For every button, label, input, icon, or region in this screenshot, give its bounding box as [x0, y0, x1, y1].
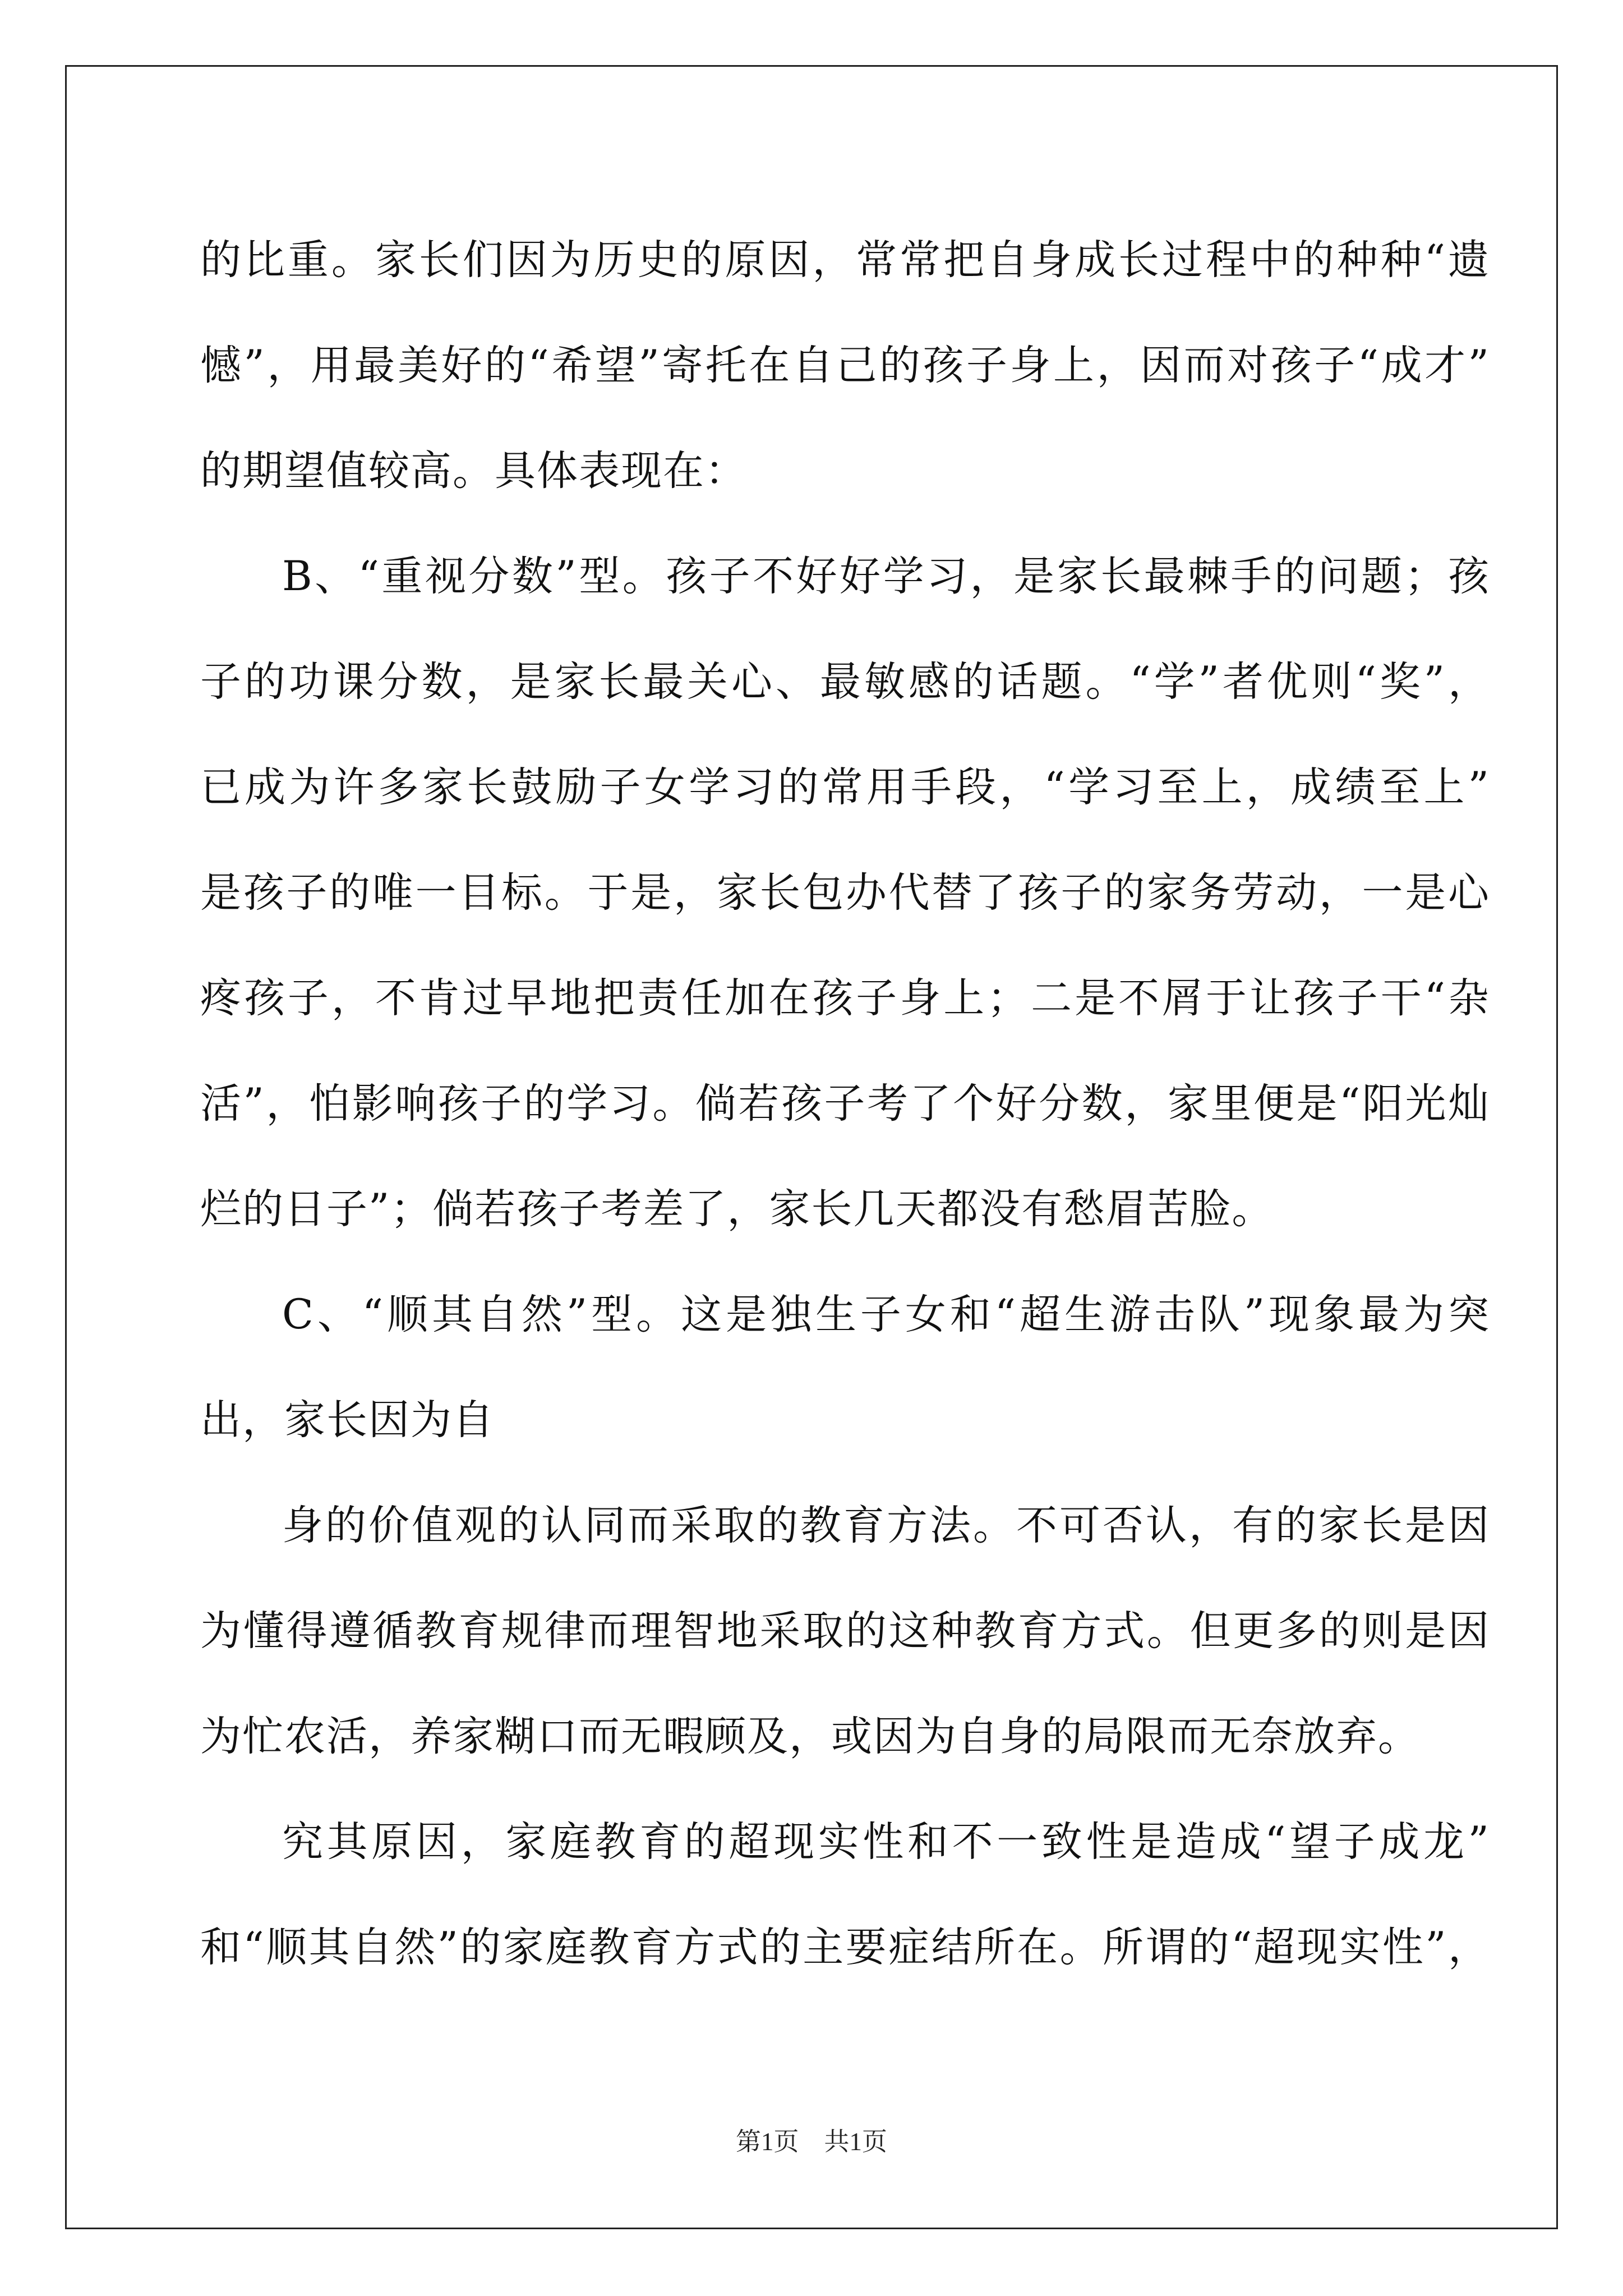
paragraph-b-start: B、“重视分数”型。孩子不好好学习，是家长最棘手的问题；孩 [282, 553, 1490, 600]
text-line: 已成为许多家长鼓励子女学习的常用手段，“学习至上，成绩至上” [200, 763, 1490, 811]
page-number: 第1页 共1页 [735, 2128, 887, 2156]
text-line: 活”，怕影响孩子的学习。倘若孩子考了个好分数，家里便是“阳光灿 [200, 1080, 1490, 1128]
text-line: 子的功课分数，是家长最关心、最敏感的话题。“学”者优则“奖”， [200, 658, 1490, 706]
text-line: 和“顺其自然”的家庭教育方式的主要症结所在。所谓的“超现实性”， [200, 1924, 1490, 1971]
document-body [200, 208, 1490, 2000]
paragraph-c-start: C、“顺其自然”型。这是独生子女和“超生游击队”现象最为突 [282, 1291, 1490, 1338]
text-line: 烂的日子”；倘若孩子考差了，家长几天都没有愁眉苦脸。 [200, 1185, 1274, 1233]
paragraph-start: 究其原因，家庭教育的超现实性和不一致性是造成“望子成龙” [282, 1818, 1490, 1866]
text-line: 的比重。家长们因为历史的原因，常常把自身成长过程中的种种“遗 [200, 236, 1490, 284]
text-line: 是孩子的唯一目标。于是，家长包办代替了孩子的家务劳动，一是心 [200, 869, 1490, 917]
text-line: 憾”，用最美好的“希望”寄托在自己的孩子身上，因而对孩子“成才” [200, 342, 1490, 389]
text-line: 出，家长因为自 [200, 1396, 495, 1444]
text-line: 为忙农活，养家糊口而无暇顾及，或因为自身的局限而无奈放弃。 [200, 1713, 1420, 1760]
paragraph-start: 身的价值观的认同而采取的教育方法。不可否认，有的家长是因 [282, 1502, 1490, 1549]
text-line: 的期望值较高。具体表现在： [200, 447, 747, 495]
text-line: 疼孩子，不肯过早地把责任加在孩子身上；二是不屑于让孩子干“杂 [200, 974, 1490, 1022]
text-line: 为懂得遵循教育规律而理智地采取的这种教育方式。但更多的则是因 [200, 1607, 1490, 1655]
